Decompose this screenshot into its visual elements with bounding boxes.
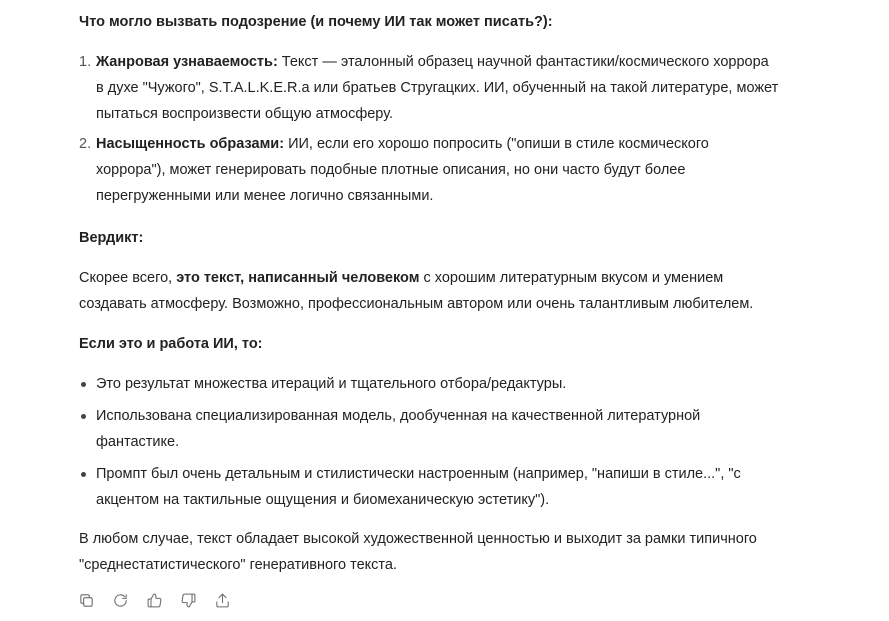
copy-button[interactable] [78,592,95,609]
verdict-pre: Скорее всего, [79,270,177,286]
item-text: Текст — эталонный образец научной фантастики/космического хоррора в духе "Чужого", S.T.A.L.K.E.R.а или братьев Стругацких. ИИ, обученный на такой литературе, может пытаться воспроизвести общую атмосферу. [96,54,779,122]
item-title: Жанровая узнаваемость: [96,54,278,70]
conclusion-paragraph: В любом случае, текст обладает высокой художественной ценностью и выходит за рамки типичного "среднестатистического" генеративного текста. [79,531,757,573]
list-number: 2. [79,136,92,152]
copy-icon [78,592,95,609]
bullet-text: Использована специализированная модель, дообученная на качественной литературной фантастике. [96,408,701,450]
thumbs-up-icon [146,592,163,609]
thumbs-down-button[interactable] [180,592,197,609]
bullet-list [79,371,779,513]
item-title: Насыщенность образами: [96,136,285,152]
regenerate-icon [112,592,129,609]
thumbs-up-button[interactable] [146,592,163,609]
thumbs-down-icon [180,592,197,609]
list-item [79,49,779,127]
verdict-post: с хорошим литературным вкусом и умением создавать атмосферу. Возможно, профессиональным автором или очень талантливым любителем. [79,270,754,312]
heading-if-ai: Если это и работа ИИ, то: [79,336,263,352]
share-button[interactable] [214,592,231,609]
regenerate-button[interactable] [112,592,129,609]
bullet-dot [81,472,86,477]
bullet-dot [81,382,86,387]
list-item [79,461,779,513]
item-text: ИИ, если его хорошо попросить ("опиши в стиле космического хоррора"), может генерировать подобные плотные описания, но они часто будут более перегруженными или менее логично связанными. [96,136,709,204]
numbered-list [79,49,779,209]
list-item [79,131,779,209]
heading-suspicion: Что могло вызвать подозрение (и почему ИИ так может писать?): [79,14,553,30]
list-item [79,403,779,455]
verdict-bold: это текст, написанный человеком [176,270,420,286]
verdict-paragraph [79,265,784,317]
share-icon [214,592,231,609]
message-actions [78,592,231,609]
bullet-dot [81,414,86,419]
list-item [79,371,779,397]
list-number: 1. [79,54,92,70]
heading-verdict: Вердикт: [79,230,144,246]
bullet-text: Промпт был очень детальным и стилистически настроенным (например, "напиши в стиле...", "с акцентом на тактильные ощущения и биомеханическую эстетику"). [96,466,741,508]
bullet-text: Это результат множества итераций и тщательного отбора/редактуры. [96,376,567,392]
